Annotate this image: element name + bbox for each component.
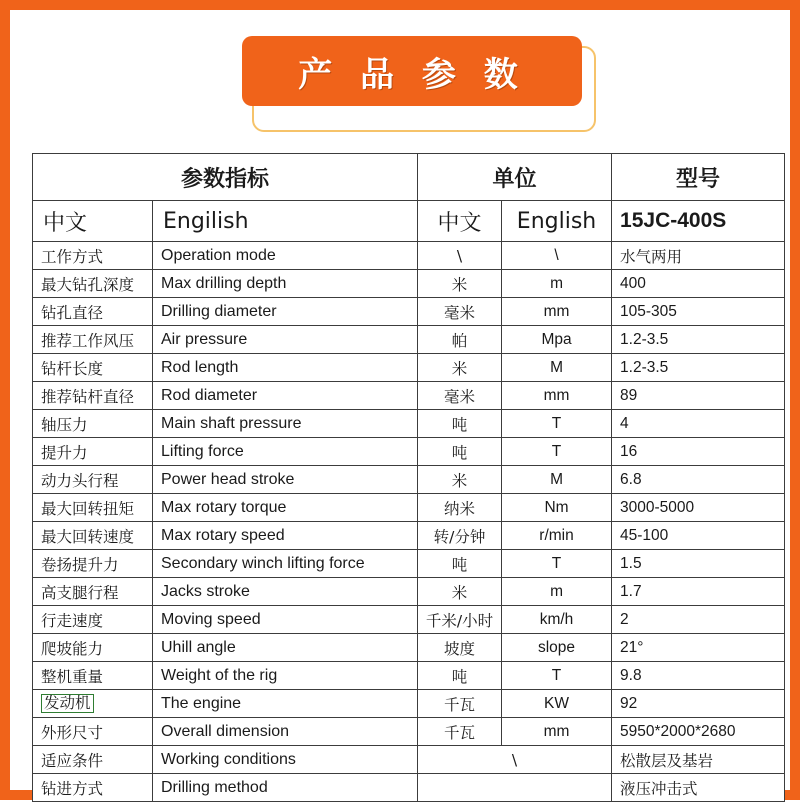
row-label-cn: 推荐钻杆直径 [33,382,153,410]
row-value: 105-305 [612,298,785,326]
table-row [33,718,785,746]
row-unit-cn: 米 [418,578,502,606]
row-unit-en: T [502,438,612,466]
spec-table [32,153,785,802]
row-unit-en: M [502,466,612,494]
row-unit-en: m [502,578,612,606]
header-sub-chinese: 中文 [33,201,153,242]
row-unit-en: T [502,410,612,438]
row-label-cn: 动力头行程 [33,466,153,494]
row-unit-en: slope [502,634,612,662]
table-row [33,522,785,550]
row-label-en: Operation mode [153,242,418,270]
row-unit-cn: 吨 [418,550,502,578]
row-label-cn: 钻孔直径 [33,298,153,326]
table-row [33,662,785,690]
row-unit-cn: 吨 [418,662,502,690]
row-value: 45-100 [612,522,785,550]
row-label-en: Weight of the rig [153,662,418,690]
row-label-cn: 外形尺寸 [33,718,153,746]
row-unit-en: m [502,270,612,298]
row-label-en: The engine [153,690,418,718]
row-label-cn: 最大回转速度 [33,522,153,550]
row-unit-cn: 吨 [418,410,502,438]
row-unit-cn: 米 [418,354,502,382]
row-label-en: Secondary winch lifting force [153,550,418,578]
row-value: 92 [612,690,785,718]
row-unit-merged [418,774,612,802]
table-row [33,774,785,802]
header-unit: 单位 [418,154,612,201]
row-label-cn: 适应条件 [33,746,153,774]
table-row [33,466,785,494]
row-label-cn: 高支腿行程 [33,578,153,606]
row-unit-cn: 毫米 [418,382,502,410]
row-label-en: Max rotary torque [153,494,418,522]
row-value: 21° [612,634,785,662]
row-unit-cn: 坡度 [418,634,502,662]
row-unit-en: r/min [502,522,612,550]
row-unit-cn: 千米/小时 [418,606,502,634]
row-label-en: Jacks stroke [153,578,418,606]
row-label-en: Lifting force [153,438,418,466]
header-sub-unit-chinese: 中文 [418,201,502,242]
row-label-cn: 整机重量 [33,662,153,690]
table-row [33,578,785,606]
header-sub-english: Engilish [153,201,418,242]
table-row [33,326,785,354]
row-value: 4 [612,410,785,438]
header-model: 型号 [612,154,785,201]
row-label-cn: 爬坡能力 [33,634,153,662]
row-label-en: Overall dimension [153,718,418,746]
row-unit-cn: 纳米 [418,494,502,522]
row-label-cn: 最大回转扭矩 [33,494,153,522]
row-value: 9.8 [612,662,785,690]
row-value: 1.7 [612,578,785,606]
title-banner [242,36,586,132]
table-row [33,298,785,326]
highlight-box: 发动机 [41,694,94,714]
table-row [33,494,785,522]
row-value: 3000-5000 [612,494,785,522]
row-label-en: Moving speed [153,606,418,634]
spec-table-container [32,153,784,802]
row-unit-en: mm [502,718,612,746]
row-value: 89 [612,382,785,410]
row-unit-en: Mpa [502,326,612,354]
row-unit-cn: 转/分钟 [418,522,502,550]
row-unit-cn: 千瓦 [418,690,502,718]
header-parameter: 参数指标 [33,154,418,201]
table-row [33,606,785,634]
table-row-engine [33,690,785,718]
row-label-en: Drilling method [153,774,418,802]
row-label-cn: 推荐工作风压 [33,326,153,354]
row-value: 6.8 [612,466,785,494]
row-label-cn-highlighted [33,690,153,718]
table-row [33,410,785,438]
row-label-cn: 最大钻孔深度 [33,270,153,298]
table-row [33,746,785,774]
row-value: 松散层及基岩 [612,746,785,774]
row-value: 1.2-3.5 [612,354,785,382]
row-value: 水气两用 [612,242,785,270]
row-unit-cn: 米 [418,466,502,494]
row-label-en: Rod length [153,354,418,382]
row-label-cn: 轴压力 [33,410,153,438]
row-label-cn: 钻杆长度 [33,354,153,382]
row-label-en: Rod diameter [153,382,418,410]
row-label-cn: 工作方式 [33,242,153,270]
row-unit-en: T [502,550,612,578]
row-unit-cn: \ [418,242,502,270]
row-unit-en: km/h [502,606,612,634]
row-unit-cn: 千瓦 [418,718,502,746]
page-title: 产 品 参 数 [298,54,526,95]
row-value: 1.2-3.5 [612,326,785,354]
row-label-cn: 钻进方式 [33,774,153,802]
header-sub-unit-english: English [502,201,612,242]
row-unit-en: T [502,662,612,690]
row-label-en: Working conditions [153,746,418,774]
row-unit-cn: 米 [418,270,502,298]
row-unit-en: KW [502,690,612,718]
header-sub-model-value: 15JC-400S [612,201,785,242]
row-unit-merged: \ [418,746,612,774]
row-label-cn: 行走速度 [33,606,153,634]
row-unit-cn: 吨 [418,438,502,466]
table-row [33,354,785,382]
row-label-en: Air pressure [153,326,418,354]
table-header-top [33,154,785,201]
table-row [33,382,785,410]
table-row [33,438,785,466]
row-unit-cn: 毫米 [418,298,502,326]
row-unit-en: mm [502,382,612,410]
row-label-en: Max rotary speed [153,522,418,550]
row-unit-en: M [502,354,612,382]
row-value: 400 [612,270,785,298]
row-value: 1.5 [612,550,785,578]
table-row [33,550,785,578]
row-value: 16 [612,438,785,466]
row-unit-en: \ [502,242,612,270]
title-banner-box [242,36,582,106]
row-label-cn: 卷扬提升力 [33,550,153,578]
table-row [33,634,785,662]
row-label-en: Max drilling depth [153,270,418,298]
table-row [33,242,785,270]
row-label-en: Power head stroke [153,466,418,494]
row-label-en: Main shaft pressure [153,410,418,438]
table-header-sub [33,201,785,242]
row-unit-en: mm [502,298,612,326]
row-unit-en: Nm [502,494,612,522]
row-unit-cn: 帕 [418,326,502,354]
row-value: 2 [612,606,785,634]
row-value: 5950*2000*2680 [612,718,785,746]
row-value: 液压冲击式 [612,774,785,802]
table-row [33,270,785,298]
row-label-en: Uhill angle [153,634,418,662]
row-label-en: Drilling diameter [153,298,418,326]
row-label-cn: 提升力 [33,438,153,466]
